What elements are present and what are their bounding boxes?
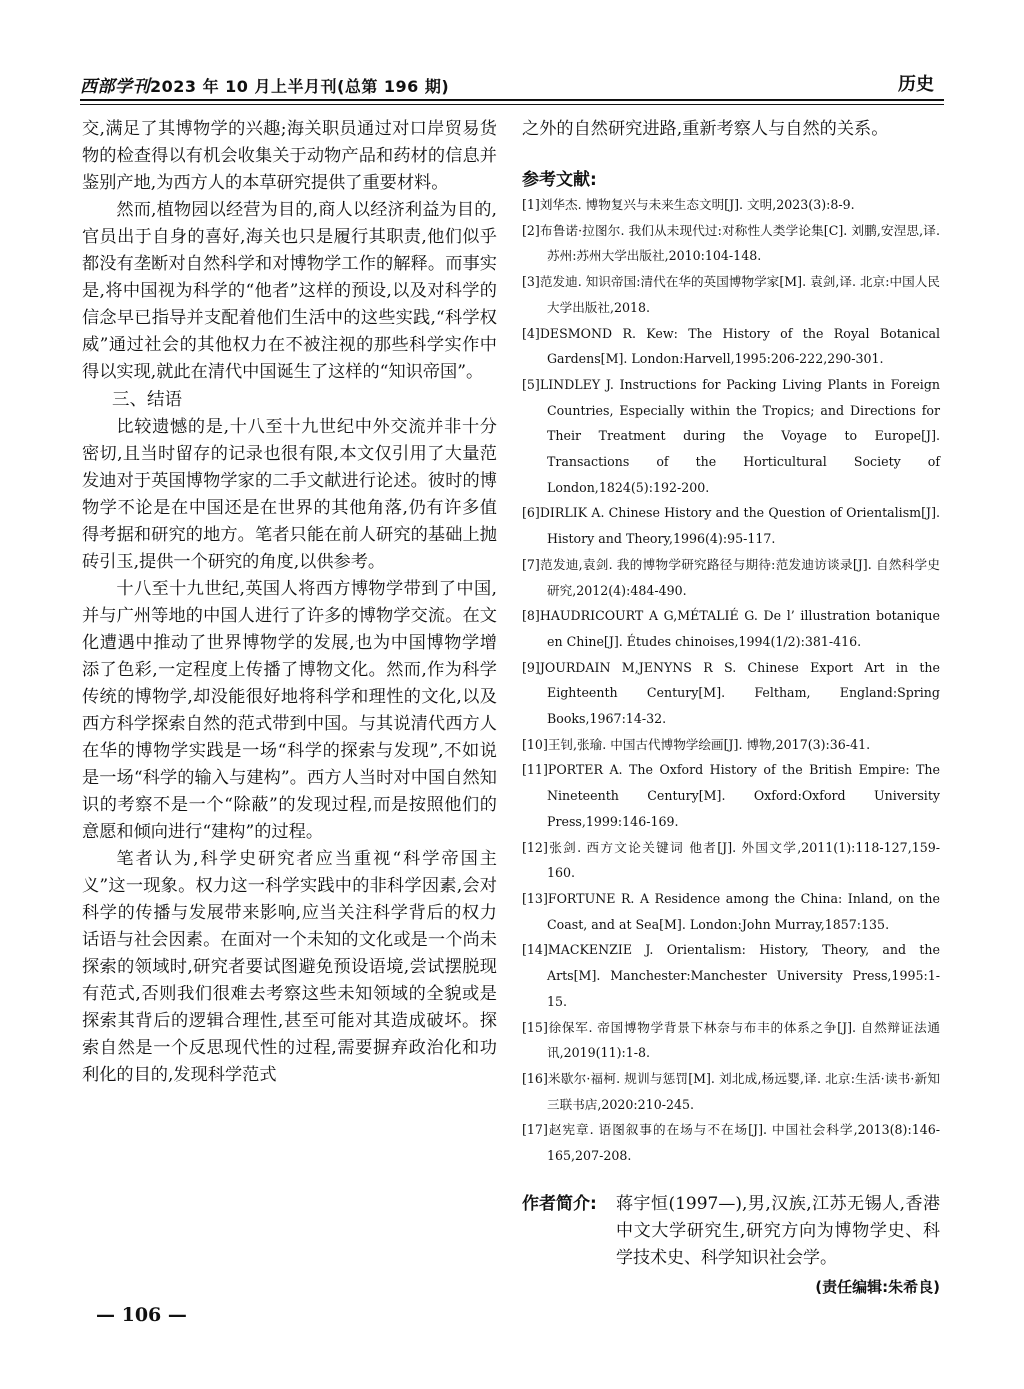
body-paragraph: 笔者认为,科学史研究者应当重视“科学帝国主义”这一现象。权力这一科学实践中的非科学因素,会对科学的传播与发展带来影响,应当关注科学背后的权力话语与社会因素。在面对一个未知的文化或是一个尚未探索的领域时,研究者要试图避免预设语境,尝试摆脱现有范式,否则我们很难去考察这些未知领域的全貌或是探索其背后的逻辑合理性,甚至可能对其造成破坏。探索自然是一个反思现代性的过程,需要摒弃政治化和功利化的目的,发现科学范式 [82, 849, 497, 1085]
reference-item: [10]王钊,张瑜. 中国古代博物学绘画[J]. 博物,2017(3):36-41. [522, 736, 871, 752]
journal-logo: 西部学刊 [80, 77, 150, 97]
reference-item: [1]刘华杰. 博物复兴与未来生态文明[J]. 文明,2023(3):8-9. [522, 197, 855, 212]
reference-item: [4]DESMOND R. Kew: The History of the Royal Botanical Gardens[M]. London:Harvell,1995:206-222,290-301. [522, 325, 940, 367]
reference-item: [11]PORTER A. The Oxford History of the British Empire: The Nineteenth Century[M]. Oxford:Oxford University Press,1999:146-169. [522, 762, 940, 829]
reference-item: [7]范发迪,袁剑. 我的博物学研究路径与期待:范发迪访谈录[J]. 自然科学史研究,2012(4):484-490. [522, 556, 940, 598]
right-column [522, 116, 940, 1297]
reference-item: [8]HAUDRICOURT A G,MÉTALIÉ G. De l’ illustration botanique en Chine[J]. Études chinoises,1994(1/2):381-416. [522, 608, 940, 649]
reference-item: [5]LINDLEY J. Instructions for Packing Living Plants in Foreign Countries, Especially within the Tropics; and Directions for Their Treatment during the Voyage to Europe[J]. Transactions of the Horticultural Society of London,1824(5):192-200. [522, 376, 940, 495]
author-text: 蒋宇恒(1997—),男,汉族,江苏无锡人,香港中文大学研究生,研究方向为博物学史、科学技术史、科学知识社会学。 [616, 1193, 940, 1268]
reference-item: [14]MACKENZIE J. Orientalism: History, Theory, and the Arts[M]. Manchester:Manchester University Press,1995:1-15. [522, 942, 940, 1009]
body-paragraph: 十八至十九世纪,英国人将西方博物学带到了中国,并与广州等地的中国人进行了许多的博物学交流。在文化遭遇中推动了世界博物学的发展,也为中国博物学增添了色彩,一定程度上传播了博物文化。然而,作为科学传统的博物学,却没能很好地将科学和理性的文化,以及西方科学探索自然的范式带到中国。与其说清代西方人在华的博物学实践是一场“科学的探索与发现”,不如说是一场“科学的输入与建构”。西方人当时对中国自然知识的考察不是一个“除蔽”的发现过程,而是按照他们的意愿和倾向进行“建构”的过程。 [82, 579, 497, 842]
header-rule [80, 99, 944, 101]
reference-item: [15]徐保军. 帝国博物学背景下林奈与布丰的体系之争[J]. 自然辩证法通讯,2019(11):1-8. [522, 1019, 940, 1061]
running-header [80, 70, 944, 100]
body-paragraph: 比较遗憾的是,十八至十九世纪中外交流并非十分密切,且当时留存的记录也很有限,本文仅引用了大量范发迪对于英国博物学家的二手文献进行论述。彼时的博物学不论是在中国还是在世界的其他角落,仍有许多值得考据和研究的地方。笔者只能在前人研究的基础上抛砖引玉,提供一个研究的角度,以供参考。 [82, 417, 497, 572]
author-bio [522, 1191, 940, 1272]
reference-item: [12]张剑. 西方文论关键词 他者[J]. 外国文学,2011(1):118-127,159-160. [522, 839, 940, 881]
reference-item: [9]JOURDAIN M,JENYNS R S. Chinese Export Art in the Eighteenth Century[M]. Feltham, England:Spring Books,1967:14-32. [522, 659, 940, 727]
journal-issue [80, 72, 449, 97]
body-paragraph: 然而,植物园以经营为目的,商人以经济利益为目的,官员出于自身的喜好,海关也只是履行其职责,他们似乎都没有垄断对自然科学和对博物学工作的解释。而事实是,将中国视为科学的“他者”这样的预设,以及对科学的信念早已指导并支配着他们生活中的这些实践,“科学权威”通过社会的其他权力在不被注视的那些科学实作中得以实现,就此在清代中国诞生了这样的“知识帝国”。 [82, 200, 497, 382]
header-rule-thin [80, 104, 944, 105]
references-heading: 参考文献: [522, 170, 597, 190]
reference-item: [6]DIRLIK A. Chinese History and the Question of Orientalism[J]. History and Theory,1996(4):95-117. [522, 505, 940, 547]
section-name: 历史 [898, 74, 934, 95]
reference-item: [13]FORTUNE R. A Residence among the China: Inland, on the Coast, and at Sea[M]. London:John Murray,1857:135. [522, 890, 940, 932]
left-column [82, 116, 497, 1089]
reference-item: [3]范发迪. 知识帝国:清代在华的英国博物学家[M]. 袁剑,译. 北京:中国人民大学出版社,2018. [522, 274, 940, 315]
reference-item: [2]布鲁诺·拉图尔. 我们从未现代过:对称性人类学论集[C]. 刘鹏,安涅思,译. 苏州:苏州大学出版社,2010:104-148. [522, 222, 940, 264]
body-paragraph: 交,满足了其博物学的兴趣;海关职员通过对口岸贸易货物的检查得以有机会收集关于动物产品和药材的信息并鉴别产地,为西方人的本草研究提供了重要材料。 [82, 119, 497, 193]
body-paragraph: 之外的自然研究进路,重新考察人与自然的关系。 [522, 119, 889, 139]
section-heading: 三、结语 [112, 390, 182, 410]
page-number: — 106 — [96, 1304, 187, 1326]
author-label: 作者简介: [522, 1193, 597, 1214]
reference-item: [16]米歇尔·福柯. 规训与惩罚[M]. 刘北成,杨远婴,译. 北京:生活·读书·新知三联书店,2020:210-245. [522, 1070, 940, 1112]
reference-list [522, 192, 940, 1169]
responsible-editor: (责任编辑:朱希良) [815, 1277, 940, 1296]
reference-item: [17]赵宪章. 语图叙事的在场与不在场[J]. 中国社会科学,2013(8):146-165,207-208. [522, 1122, 940, 1164]
issue-info: 2023 年 10 月上半月刊(总第 196 期) [150, 77, 450, 96]
